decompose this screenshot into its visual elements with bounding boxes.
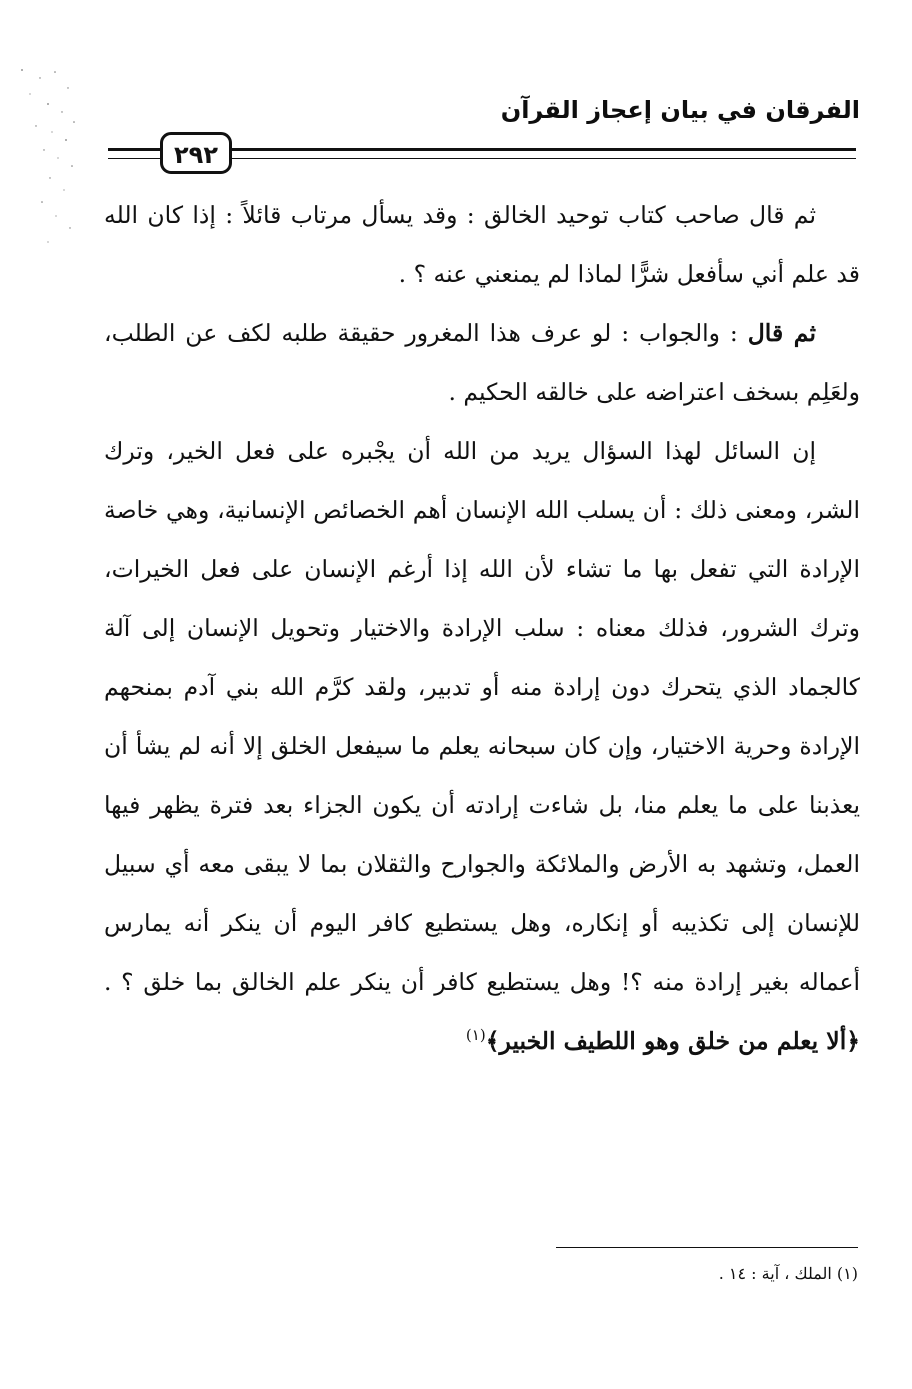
text-run: إن السائل لهذا السؤال يريد من الله أن يجْبره على فعل الخير، وترك الشر، ومعنى ذلك : أن يسلب الله الإنسان أهم الخصائص الإنسانية، وهي خاصة الإرادة التي تفعل بها ما تشاء لأن الله إذا أرغم الإنسان على فعل الخيرات، وترك الشرور، فذلك معناه : سلب الإرادة والاختيار وتحويل الإنسان إلى آلة كالجماد الذي يتحرك دون إرادة منه أو تدبير، ولقد كرَّم الله بني آدم بمنحهم الإرادة وحرية الاختيار، وإن كان سبحانه يعلم ما سيفعل الخلق إلا أنه لم يشأ أن يعذبنا على ما يعلم منا، بل شاءت إرادته أن يكون الجزاء بعد فترة يظهر فيها العمل، وتشهد به الأرض والملائكة والجوارح والثقلان بما لا يبقى معه أي سبيل للإنسان إلى تكذيبه أو إنكاره، وهل يستطيع كافر اليوم أن ينكر أنه يمارس أعماله بغير إرادة منه ؟! وهل يستطيع كافر أن ينكر علم الخالق بما خلق ؟ .: [104, 437, 860, 996]
text-run: ثم قال صاحب كتاب توحيد الخالق : وقد يسأل مرتاب قائلاً : إذا كان الله قد علم أني سأفعل شرًّا لماذا لم يمنعني عنه ؟ .: [104, 201, 860, 288]
body-text: [104, 186, 860, 1071]
footnote-reference: (١): [465, 1026, 486, 1045]
footnote: (١) الملك ، آية : ١٤ .: [718, 1264, 858, 1283]
footnote-separator: [556, 1247, 858, 1248]
running-head: الفرقان في بيان إعجاز القرآن: [500, 96, 860, 124]
scan-noise-speckle: [0, 60, 90, 260]
page-number: ٢٩٢: [160, 132, 232, 174]
paragraph: [104, 186, 860, 304]
paragraph: [104, 304, 860, 422]
bold-text: ثم قال: [747, 319, 816, 347]
bold-text: ﴿ألا يعلم من خلق وهو اللطيف الخبير﴾: [485, 1027, 860, 1055]
paragraph: [104, 422, 860, 1071]
text-run: : والجواب : لو عرف هذا المغرور حقيقة طلبه لكف عن الطلب، ولعَلِم بسخف اعتراضه على خالقه الحكيم .: [104, 319, 860, 406]
